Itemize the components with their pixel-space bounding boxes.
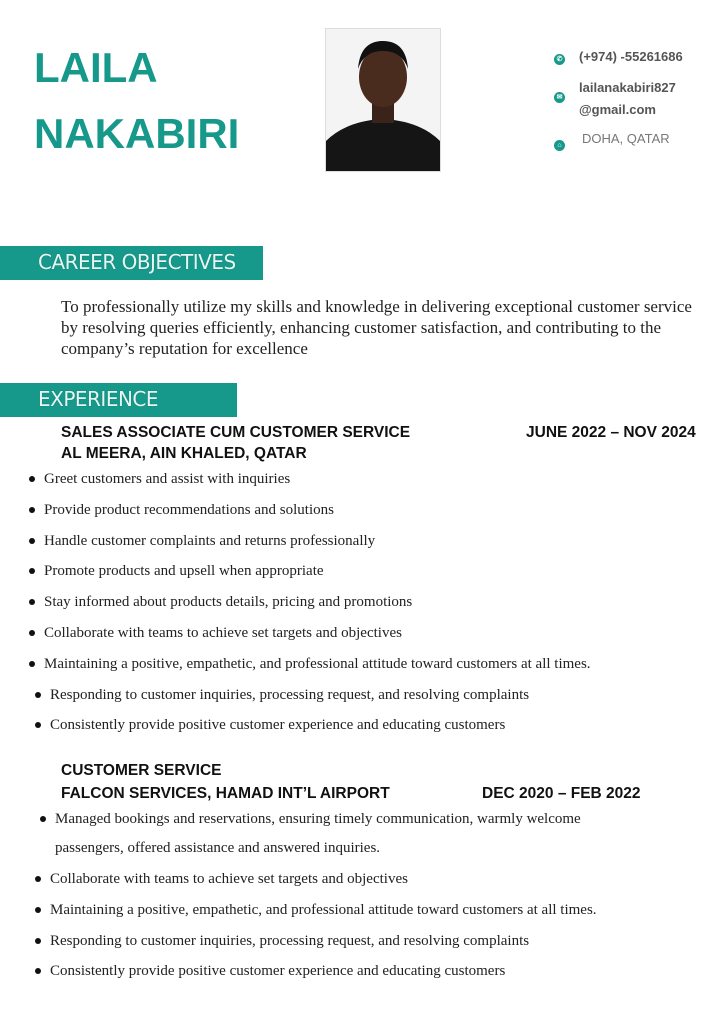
- email-line-1: lailanakabiri827: [579, 80, 676, 95]
- list-item: Provide product recommendations and solutions: [44, 500, 591, 531]
- objective-text: To professionally utilize my skills and knowledge in delivering exceptional customer service by resolving queries efficiently, enhancing customer satisfaction, and contributing to the company’s reputation for excellence: [61, 297, 692, 358]
- job-dates: DEC 2020 – FEB 2022: [482, 785, 641, 802]
- list-item: Consistently provide positive customer experience and educating customers: [50, 961, 597, 992]
- list-item: Maintaining a positive, empathetic, and professional attitude toward customers at all times.: [50, 900, 597, 931]
- career-objectives-header: [0, 246, 263, 280]
- job-bullets: [50, 809, 602, 992]
- list-item: passengers, offered assistance and answered inquiries.: [55, 840, 381, 856]
- list-item: Collaborate with teams to achieve set targets and objectives: [50, 869, 597, 900]
- last-name: NAKABIRI: [34, 110, 240, 157]
- list-item: Managed bookings and reservations, ensuring timely communication, warmly welcome: [55, 809, 602, 838]
- first-name: LAILA: [34, 44, 158, 91]
- list-item: Maintaining a positive, empathetic, and professional attitude toward customers at all times.: [44, 654, 591, 685]
- list-item: Greet customers and assist with inquiries: [44, 469, 591, 500]
- list-item: Responding to customer inquiries, processing request, and resolving complaints: [50, 685, 597, 716]
- list-item: Handle customer complaints and returns professionally: [44, 531, 591, 562]
- location: DOHA, QATAR: [582, 131, 670, 146]
- section-title: CAREER OBJECTIVES: [38, 250, 236, 274]
- list-item: Responding to customer inquiries, processing request, and resolving complaints: [50, 931, 597, 962]
- experience-header: [0, 383, 237, 417]
- job-title: SALES ASSOCIATE CUM CUSTOMER SERVICE: [61, 424, 411, 441]
- job-dates: JUNE 2022 – NOV 2024: [526, 424, 696, 441]
- list-item: Promote products and upsell when appropriate: [44, 561, 591, 592]
- job-bullets: [44, 469, 591, 746]
- job-title: CUSTOMER SERVICE: [61, 762, 222, 779]
- section-title: EXPERIENCE: [38, 387, 159, 411]
- list-item: Stay informed about products details, pricing and promotions: [44, 592, 591, 623]
- job-company: AL MEERA, AIN KHALED, QATAR: [61, 445, 307, 462]
- email-icon: ✉: [554, 92, 565, 103]
- job-company: FALCON SERVICES, HAMAD INT’L AIRPORT: [61, 785, 390, 802]
- phone-number: (+974) -55261686: [579, 49, 683, 64]
- email-line-2: @gmail.com: [579, 102, 656, 117]
- location-icon: ⌂: [554, 140, 565, 151]
- list-item: Collaborate with teams to achieve set targets and objectives: [44, 623, 591, 654]
- list-item: Consistently provide positive customer experience and educating customers: [50, 715, 597, 746]
- phone-icon: ✆: [554, 54, 565, 65]
- profile-photo: [325, 28, 441, 172]
